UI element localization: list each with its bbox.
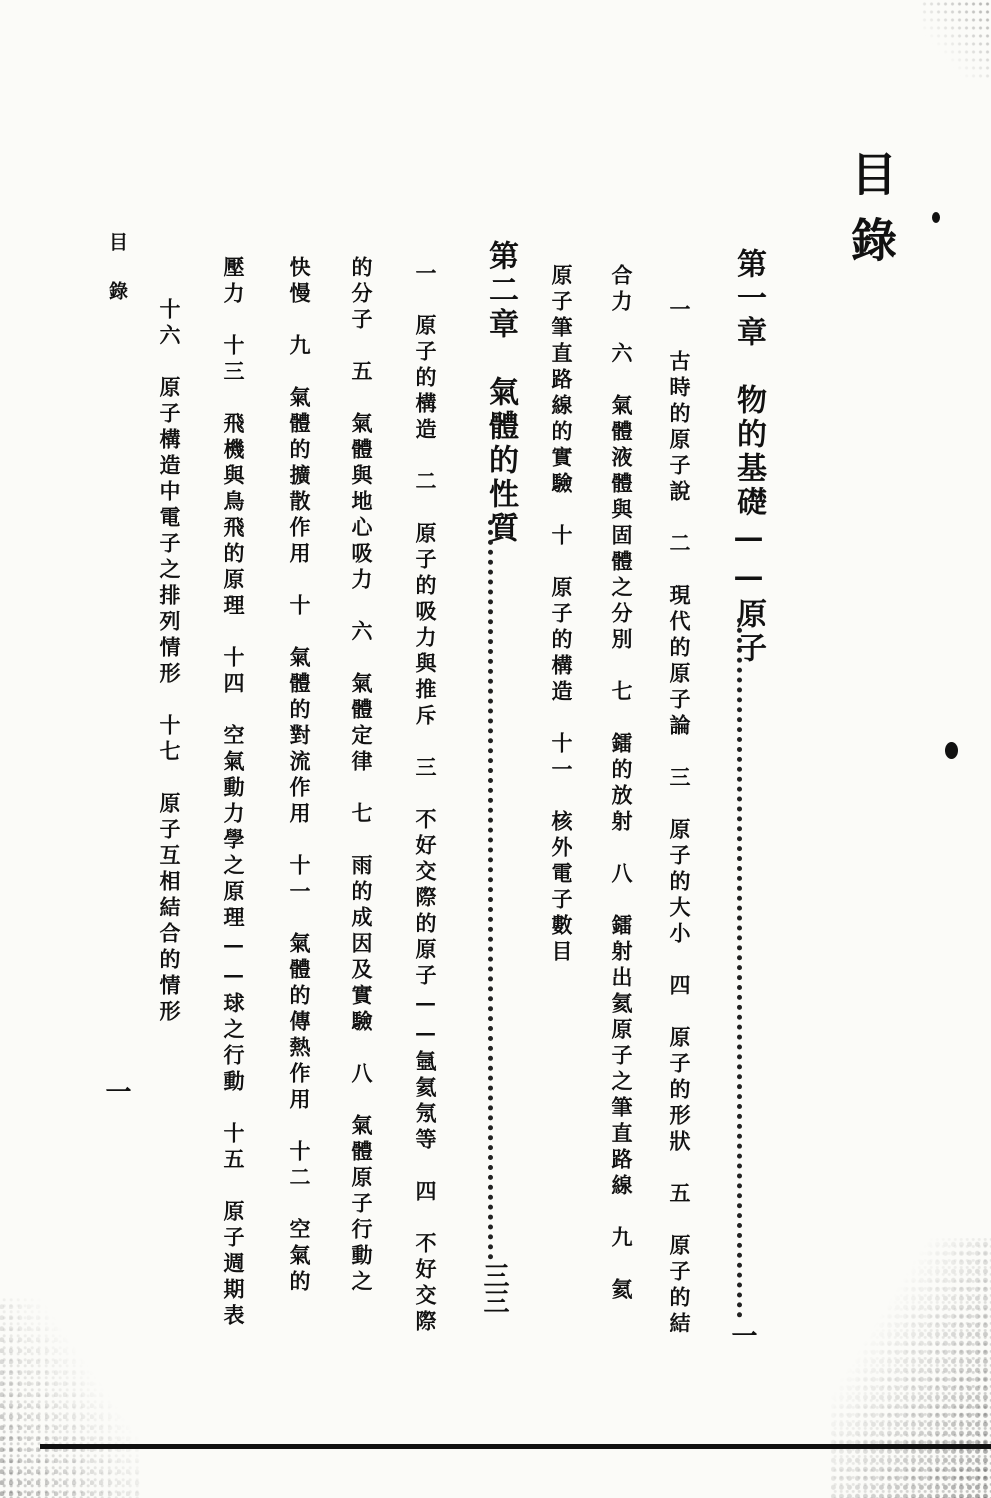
- bottom-rule: [40, 1444, 991, 1449]
- chapter-1-line-3: 原子筆直路線的實驗 十 原子的構造 十一 核外電子數目: [549, 264, 574, 966]
- chapter-1-page: 一: [727, 1322, 757, 1348]
- chapter-1-heading: 第一章 物的基礎——原子: [731, 248, 766, 666]
- chapter-2-line-3: 快慢 九 氣體的擴散作用 十 氣體的對流作用 十一 氣體的傳熱作用 十二 空氣的: [287, 256, 312, 1296]
- chapter-1-line-1: 一 古時的原子說 二 現代的原子論 三 原子的大小 四 原子的形狀 五 原子的結: [667, 298, 692, 1338]
- ink-spot: [945, 742, 958, 759]
- chapter-2-line-1: 一 原子的構造 二 原子的吸力與推斥 三 不好交際的原子——氬氦氖等 四 不好交際: [413, 262, 438, 1336]
- running-title: 目錄: [106, 232, 128, 330]
- chapter-1-leader: [737, 618, 742, 1318]
- folio-page-number: 一: [101, 1078, 131, 1104]
- scan-noise-corner: [921, 0, 991, 80]
- chapter-2-line-4: 壓力 十三 飛機與鳥飛的原理 十四 空氣動力學之原理——球之行動 十五 原子週期表: [221, 256, 246, 1330]
- page-title: 目錄: [844, 150, 898, 282]
- chapter-2-page: 三三: [479, 1262, 509, 1314]
- scan-noise-left: [0, 1298, 140, 1498]
- chapter-2-line-2: 的分子 五 氣體與地心吸力 六 氣體定律 七 雨的成因及實驗 八 氣體原子行動之: [349, 256, 374, 1296]
- chapter-1-line-2: 合力 六 氣體液體與固體之分別 七 鐳的放射 八 鐳射出氦原子之筆直路線 九 氦: [609, 264, 634, 1304]
- chapter-2-line-5: 十六 原子構造中電子之排列情形 十七 原子互相結合的情形: [157, 298, 182, 1026]
- chapter-2-heading: 第二章 氣體的性質: [483, 240, 518, 546]
- chapter-2-leader: [488, 520, 493, 1260]
- scan-noise-right: [831, 1238, 991, 1498]
- ink-spot: [932, 212, 940, 223]
